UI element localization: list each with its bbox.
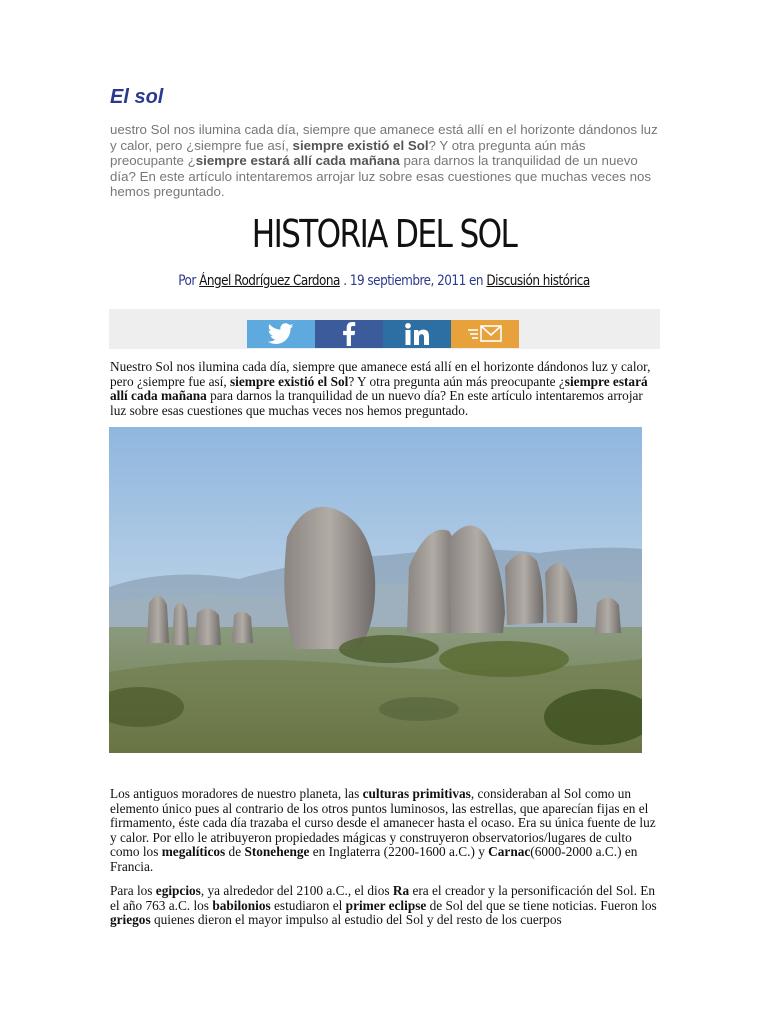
intro-bold: siempre existió el Sol (292, 137, 429, 153)
paragraph-bold: culturas primitivas (362, 786, 471, 801)
article-paragraph-1 (110, 360, 662, 418)
page-title: El sol (110, 86, 164, 108)
intro-paragraph (110, 122, 660, 200)
paragraph-bold: Ra (392, 883, 410, 898)
paragraph-text: (6000-2000 a.C.) en Francia. (110, 844, 638, 874)
author-link[interactable]: Ángel Rodríguez Cardona (199, 273, 340, 289)
intro-text: para darnos la tranquilidad de un nuevo día? En este artículo intentaremos arrojar luz sobre esas cuestiones que muchas veces nos hemos preguntado. (110, 153, 652, 200)
paragraph-bold: Carnac (488, 844, 531, 860)
paragraph-bold: babilonios (212, 897, 271, 913)
megaliths-photo (109, 427, 642, 753)
paragraph-bold: siempre existió el Sol (230, 373, 349, 389)
paragraph-bold: Stonehenge (244, 844, 310, 860)
paragraph-text: de Sol del que se tiene noticias. Fueron los (426, 897, 657, 913)
article-byline (54, 273, 714, 289)
byline-date: . 19 septiembre, 2011 en (339, 273, 487, 289)
envelope-icon (467, 324, 503, 344)
intro-text: ? Y otra pregunta aún más preocupante ¿ (110, 137, 586, 169)
paragraph-bold: egipcios (155, 883, 201, 898)
paragraph-text: era el creador y la personificación del Sol. En el año 763 a.C. los (110, 883, 656, 913)
share-email-button[interactable] (451, 320, 519, 348)
linkedin-in-icon (405, 323, 429, 345)
paragraph-text: , ya alrededor del 2100 a.C., el dios (200, 883, 393, 898)
article-paragraph-2 (110, 787, 662, 875)
share-facebook-button[interactable] (315, 320, 383, 348)
paragraph-text: Los antiguos moradores de nuestro planeta, las (110, 786, 363, 801)
paragraph-bold: griegos (110, 912, 151, 928)
twitter-bird-icon (268, 323, 294, 345)
share-bar (109, 309, 660, 349)
paragraph-text: estudiaron el (270, 897, 346, 913)
category-link[interactable]: Discusión histórica (486, 273, 590, 289)
paragraph-text: de (225, 844, 245, 860)
paragraph-bold: primer eclipse (345, 897, 427, 913)
paragraph-text: Nuestro Sol nos ilumina cada día, siempre que amanece está allí en el horizonte dándonos luz y calor, pero ¿siempre fue así, (110, 359, 651, 389)
facebook-f-icon (342, 322, 356, 346)
article-heading: HISTORIA DEL SOL (251, 212, 517, 256)
share-twitter-button[interactable] (247, 320, 315, 348)
paragraph-bold: megalíticos (161, 844, 226, 860)
byline-prefix: Por (178, 273, 200, 289)
paragraph-bold: siempre estará allí cada mañana (110, 373, 648, 404)
paragraph-text: , consideraban al Sol como un elemento único pues al contrario de los otros puntos luminosos, las estrellas, que aparecían fijas en el firmamento, éste cada día trazaba el curso desde el amanecer hasta el ocaso. Era su única fuente de luz y calor. Por ello le atribuyeron propiedades mágicas y construyeron observatorios/lugares de culto como los (110, 786, 656, 860)
share-buttons (247, 320, 519, 348)
share-linkedin-button[interactable] (383, 320, 451, 348)
intro-bold: siempre estará allí cada mañana (195, 153, 400, 169)
paragraph-text: para darnos la tranquilidad de un nuevo día? En este artículo intentaremos arrojar luz sobre esas cuestiones que muchas veces nos hemos preguntado. (110, 388, 643, 418)
article-paragraph-3 (110, 884, 662, 928)
paragraph-text: Para los (110, 883, 156, 898)
intro-text: uestro Sol nos ilumina cada día, siempre que amanece está allí en el horizonte dándonos luz y calor, pero ¿siempre fue así, (110, 122, 658, 153)
paragraph-text: quienes dieron el mayor impulso al estudio del Sol y del resto de los cuerpos (150, 912, 562, 928)
paragraph-text: ? Y otra pregunta aún más preocupante ¿ (348, 373, 565, 389)
paragraph-text: en Inglaterra (2200-1600 a.C.) y (309, 844, 489, 860)
